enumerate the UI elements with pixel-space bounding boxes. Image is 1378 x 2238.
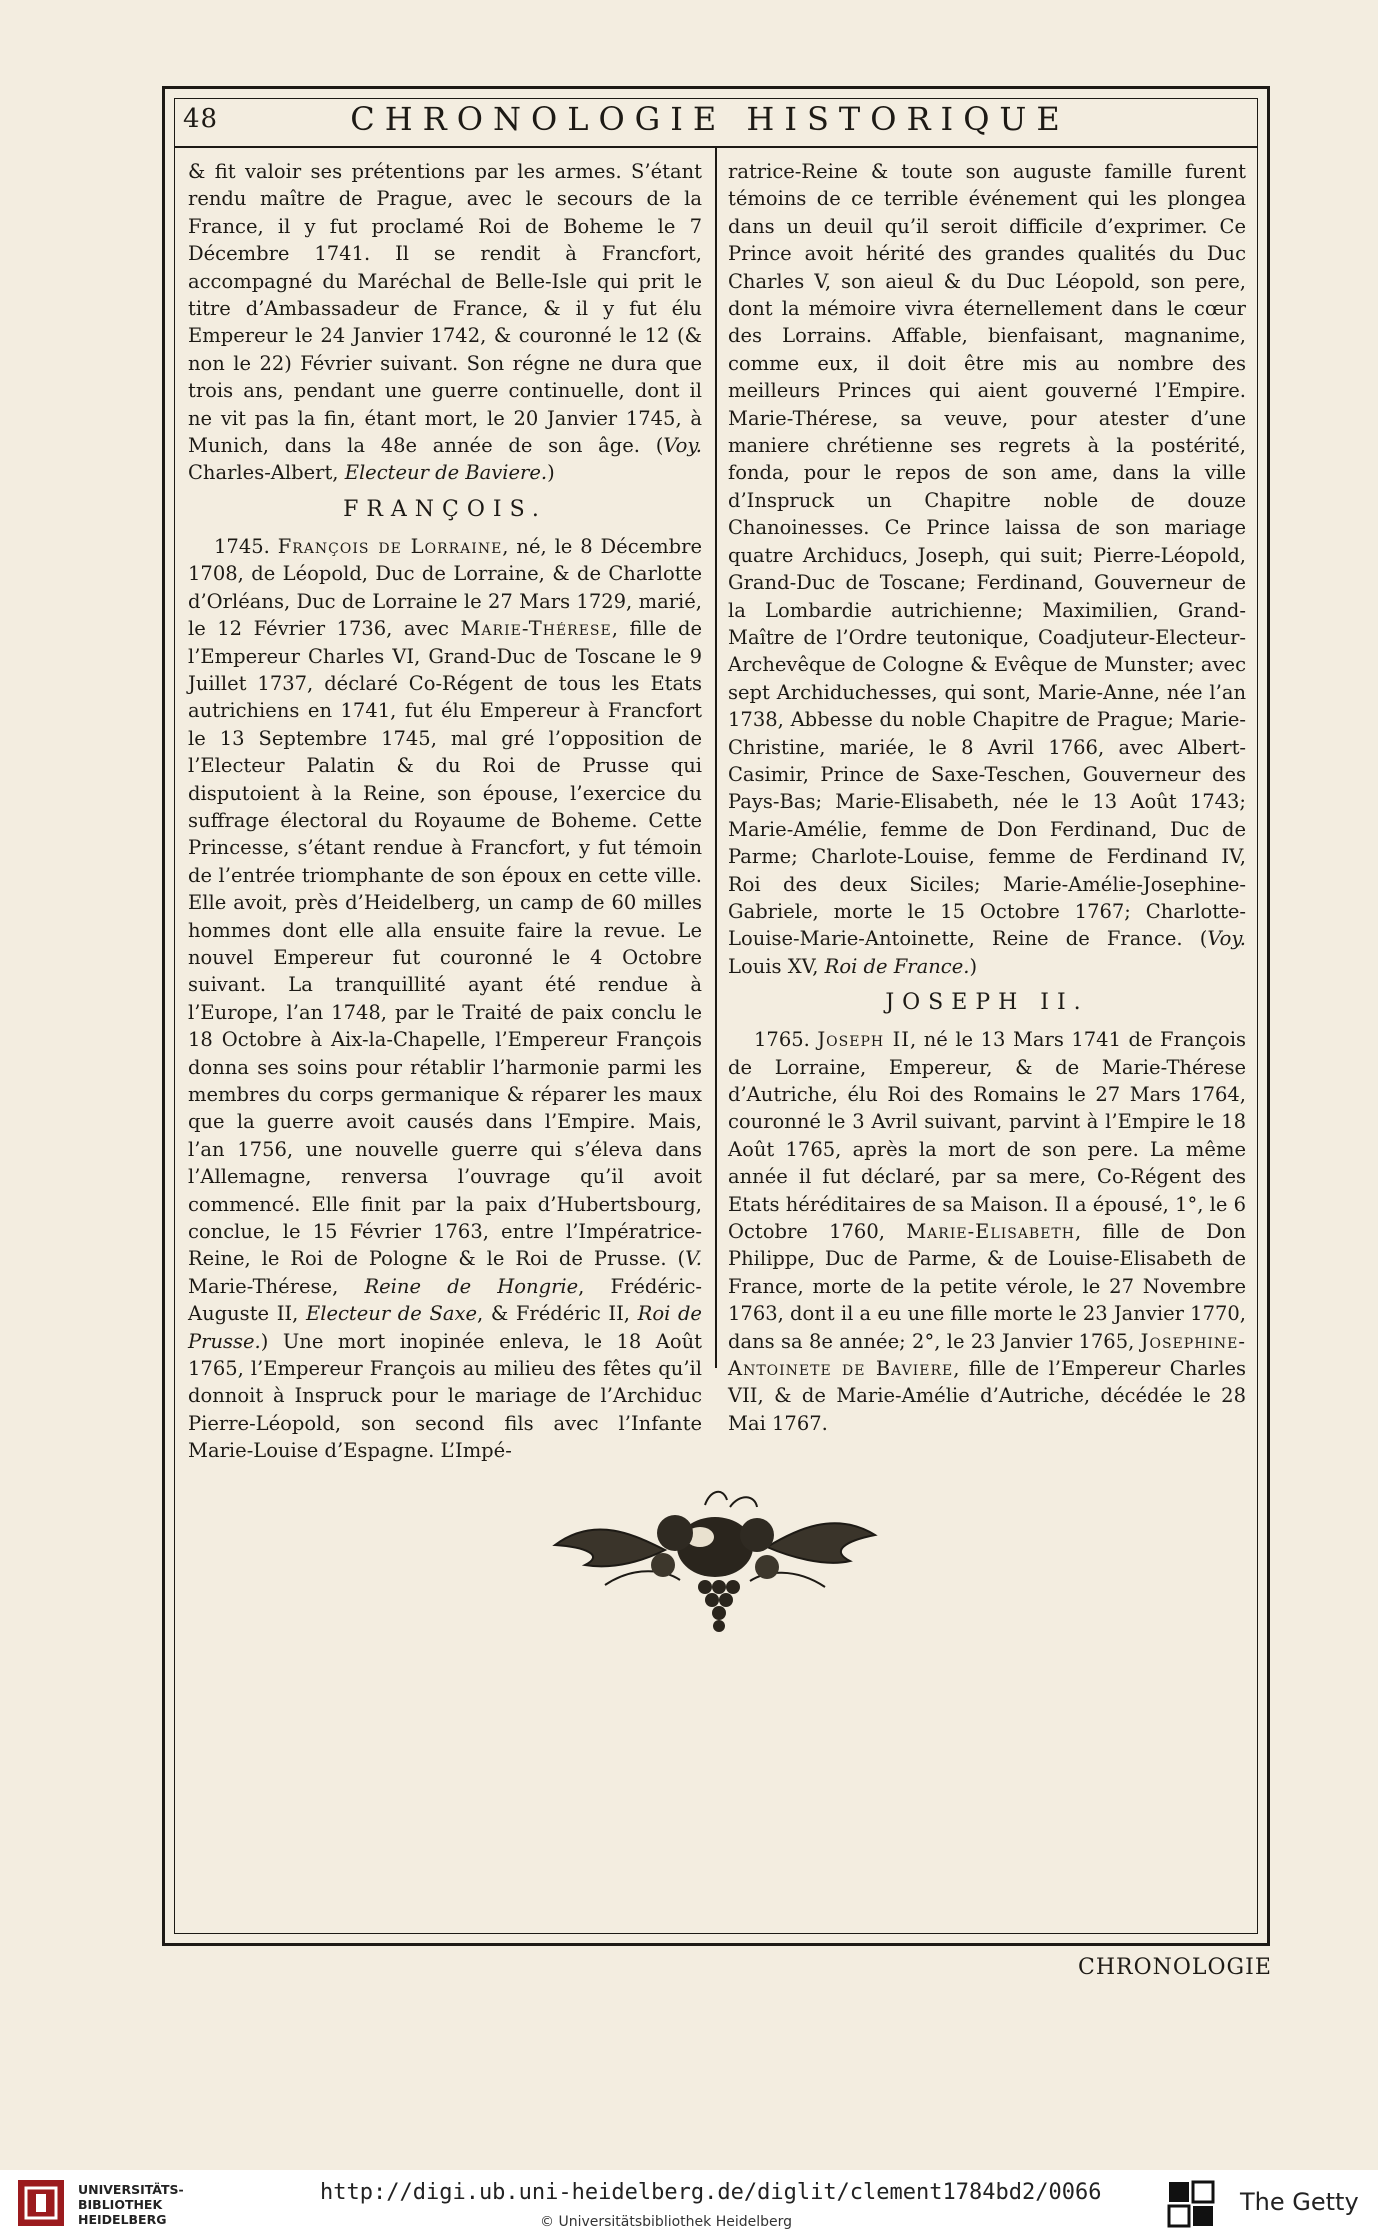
copyright-notice: © Universitätsbibliothek Heidelberg: [540, 2214, 793, 2230]
paragraph-francois: 1745. François de Lorraine, né, le 8 Décembre 1708, de Léopold, Duc de Lorraine, & de Charlotte d’Orléans, Duc de Lorraine le 27 Mars 1729, marié, le 12 Février 1736, avec Marie-Thérese, fille de l’Empereur Charles VI, Grand-Duc de Toscane le 9 Juillet 1737, déclaré Co-Régent de tous les Etats autrichiens en 1741, fut élu Empereur à Francfort le 13 Septembre 1745, mal gré l’opposition de l’Electeur Palatin & du Roi de Prusse qui disputoient à la Reine, son épouse, l’exercice du suffrage électoral du Royaume de Boheme. Cette Princesse, s’étant rendue à Francfort, y fut témoin de l’entrée triomphante de son époux en cette ville. Elle avoit, près d’Heidelberg, un camp de 60 milles hommes dont elle alla ensuite faire la revue. Le nouvel Empereur fut couronné le 4 Octobre suivant. La tranquillité ayant été rendue à l’Europe, l’an 1748, par le Traité de paix conclu le 18 Octobre à Aix-la-Chapelle, l’Empereur François donna ses soins pour rétablir l’harmonie parmi les membres du corps germanique & réparer les maux que la guerre avoit causés dans l’Empire. Mais, l’an 1756, une nouvelle guerre qui s’éleva dans l’Allemagne, renversa l’ouvrage qu’il avoit commencé. Elle finit par la paix d’Hubertsbourg, conclue, le 15 Février 1763, entre l’Impératrice-Reine, le Roi de Pologne & le Roi de Prusse. (V. Marie-Thérese, Reine de Hongrie, Frédéric-Auguste II, Electeur de Saxe, & Frédéric II, Roi de Prusse.) Une mort inopinée enleva, le 18 Août 1765, l’Empereur François au milieu des fêtes qu’il donnoit à Inspruck pour le mariage de l’Archiduc Pierre-Léopold, son second fils avec l’Infante Marie-Louise d’Espagne. L’Impé-: [188, 534, 702, 1463]
right-column: [728, 158, 1246, 1437]
section-title-joseph-ii: JOSEPH II.: [885, 990, 1089, 1016]
partner-name: The Getty: [1240, 2188, 1359, 2216]
paragraph-francois-continued: ratrice-Reine & toute son auguste famille furent témoins de ce terrible événement qui les plongea dans un deuil qu’il seroit difficile d’exprimer. Ce Prince avoit hérité des grandes qualités du Duc Charles V, son aieul & du Duc Léopold, son pere, dont la mémoire vivra éternellement dans le cœur des Lorrains. Affable, bienfaisant, magnanime, comme eux, il doit être mis au nombre des meilleurs Princes qui aient gouverné l’Empire. Marie-Thérese, sa veuve, pour atester d’une maniere chrétienne ses regrets à la postérité, fonda, pour le repos de son ame, dans la ville d’Inspruck un Chapitre noble de douze Chanoinesses. Ce Prince laissa de son mariage quatre Archiducs, Joseph, qui suit; Pierre-Léopold, Grand-Duc de Toscane; Ferdinand, Gouverneur de la Lombardie autrichienne; Maximilien, Grand-Maître de l’Ordre teutonique, Coadjuteur-Electeur-Archevêque de Cologne & Evêque de Munster; avec sept Archiduchesses, qui sont, Marie-Anne, née l’an 1738, Abbesse du noble Chapitre de Prague; Marie-Christine, mariée, le 8 Avril 1766, avec Albert-Casimir, Prince de Saxe-Teschen, Gouverneur des Pays-Bas; Marie-Elisabeth, née le 13 Août 1743; Marie-Amélie, femme de Don Ferdinand, Duc de Parme; Charlote-Louise, femme de Ferdinand IV, Roi des deux Siciles; Marie-Amélie-Josephine-Gabriele, morte le 15 Octobre 1767; Charlotte-Louise-Marie-Antoinette, Reine de France. (Voy. Louis XV, Roi de France.): [728, 160, 1246, 978]
university-seal-icon: [16, 2178, 66, 2228]
paragraph-joseph-ii: 1765. Joseph II, né le 13 Mars 1741 de François de Lorraine, Empereur, & de Marie-Thérese d’Autriche, élu Roi des Romains le 27 Mars 1764, couronné le 3 Avril suivant, parvint à l’Empire le 18 Août 1765, après la mort de son pere. La même année il fut déclaré, par sa mere, Co-Régent des Etats héréditaires de sa Maison. Il a épousé, 1°, le 6 Octobre 1760, Marie-Elisabeth, fille de Don Philippe, Duc de Parme, & de Louise-Elisabeth de France, morte de la petite vérole, le 27 Novembre 1763, dont il a eu une fille morte le 23 Janvier 1770, dans sa 8e année; 2°, le 23 Janvier 1765, Josephine-Antoinete de Baviere, fille de l’Empereur Charles VII, & de Marie-Amélie d’Autriche, décédée le 28 Mai 1767.: [728, 1028, 1246, 1435]
column-divider: [715, 148, 717, 1368]
paragraph-charles-albert: & fit valoir ses prétentions par les armes. S’étant rendu maître de Prague, avec le secours de la France, il y fut proclamé Roi de Boheme le 7 Décembre 1741. Il se rendit à Francfort, accompagné du Maréchal de Belle-Isle qui prit le titre d’Ambassadeur de France, & il y fut élu Empereur le 24 Janvier 1742, & couronné le 12 (& non le 22) Février suivant. Son régne ne dura que trois ans, pendant une guerre continuelle, dont il ne vit pas la fin, étant mort, le 20 Janvier 1745, à Munich, dans la 48e année de son âge. (Voy. Charles-Albert, Electeur de Baviere.): [188, 160, 702, 485]
section-title-francois: FRANÇOIS.: [343, 496, 547, 522]
fruit-vignette-ornament: [545, 1475, 885, 1645]
getty-logo-icon: [1165, 2178, 1217, 2230]
left-column: [188, 158, 702, 1465]
permalink-url[interactable]: http://digi.ub.uni-heidelberg.de/diglit/clement1784bd2/0066: [320, 2180, 1102, 2205]
footer-bar: [0, 2170, 1378, 2238]
page-number: 48: [183, 104, 219, 134]
catchword: CHRONOLOGIE: [1078, 1955, 1272, 1980]
running-head: CHRONOLOGIE HISTORIQUE: [350, 100, 1070, 138]
library-name: UNIVERSITÄTS- BIBLIOTHEK HEIDELBERG: [78, 2182, 184, 2227]
